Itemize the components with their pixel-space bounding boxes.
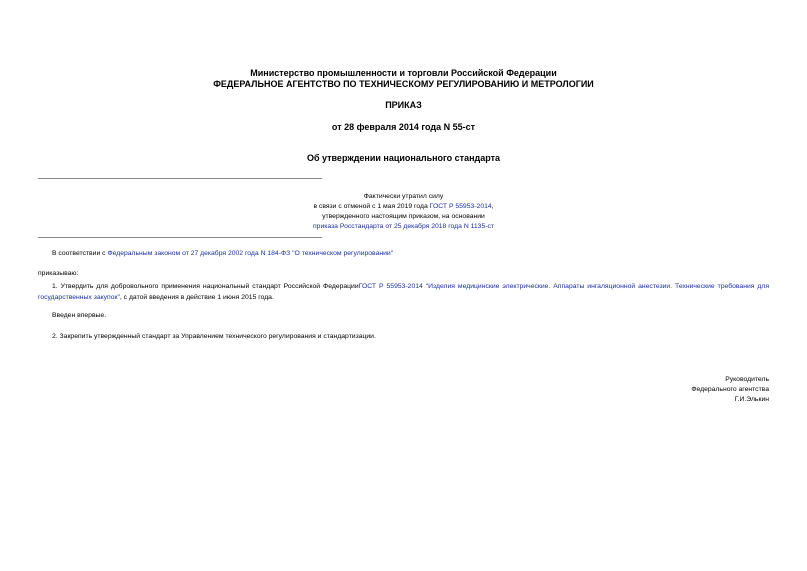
status-note-line2-comma: , — [491, 203, 494, 210]
preamble-text: В соответствии с — [52, 250, 108, 257]
divider-bottom — [38, 237, 322, 238]
agency-title: ФЕДЕРАЛЬНОЕ АГЕНТСТВО ПО ТЕХНИЧЕСКОМУ РЕГУЛИРОВАНИЮ И МЕТРОЛОГИИ — [213, 79, 594, 89]
order-item-1-date: , с датой введения в действие 1 июня 2015 года. — [119, 294, 274, 301]
gost-standard-link[interactable]: ГОСТ Р 55953-2014 "Изделия медицинские электрические. Аппараты ингаляционной анестезии. Технические требования для государственных закупок" — [38, 283, 769, 301]
status-note-line2-text: в связи с отменой с 1 мая 2019 года — [313, 203, 430, 210]
order-item-1 — [38, 281, 769, 303]
document-type: ПРИКАЗ — [385, 100, 422, 110]
preamble — [52, 249, 393, 259]
gost-link[interactable]: ГОСТ Р 55953-2014 — [429, 203, 492, 210]
signature-name: Г.И.Элькин — [734, 396, 769, 403]
rosstandart-order-link[interactable]: приказа Росстандарта от 25 декабря 2018 года N 1135-ст — [312, 223, 495, 230]
divider-top — [38, 178, 322, 179]
signature-title-2: Федерального агентства — [691, 386, 769, 393]
status-note-line4 — [0, 222, 807, 232]
document-date-number: от 28 февраля 2014 года N 55-ст — [331, 122, 476, 132]
federal-law-link[interactable]: Федеральным законом от 27 декабря 2002 года N 184-ФЗ "О техническом регулировании" — [107, 250, 394, 257]
ministry-title: Министерство промышленности и торговли Российской Федерации — [250, 68, 557, 78]
status-note-line3: утвержденного настоящим приказом, на основании — [322, 213, 485, 220]
introduced-note: Введен впервые. — [52, 312, 107, 319]
status-note-line2 — [0, 202, 807, 212]
order-item-2: 2. Закрепить утвержденный стандарт за Управлением технического регулирования и стандартизации. — [52, 333, 376, 340]
order-word: приказываю: — [38, 270, 79, 277]
status-note-line1: Фактически утратил силу — [363, 193, 444, 200]
document-subject: Об утверждении национального стандарта — [306, 153, 501, 163]
signature-title-1: Руководитель — [725, 376, 769, 383]
order-item-1-text: 1. Утвердить для добровольного применения национальный стандарт Российской Федерации — [52, 283, 359, 290]
